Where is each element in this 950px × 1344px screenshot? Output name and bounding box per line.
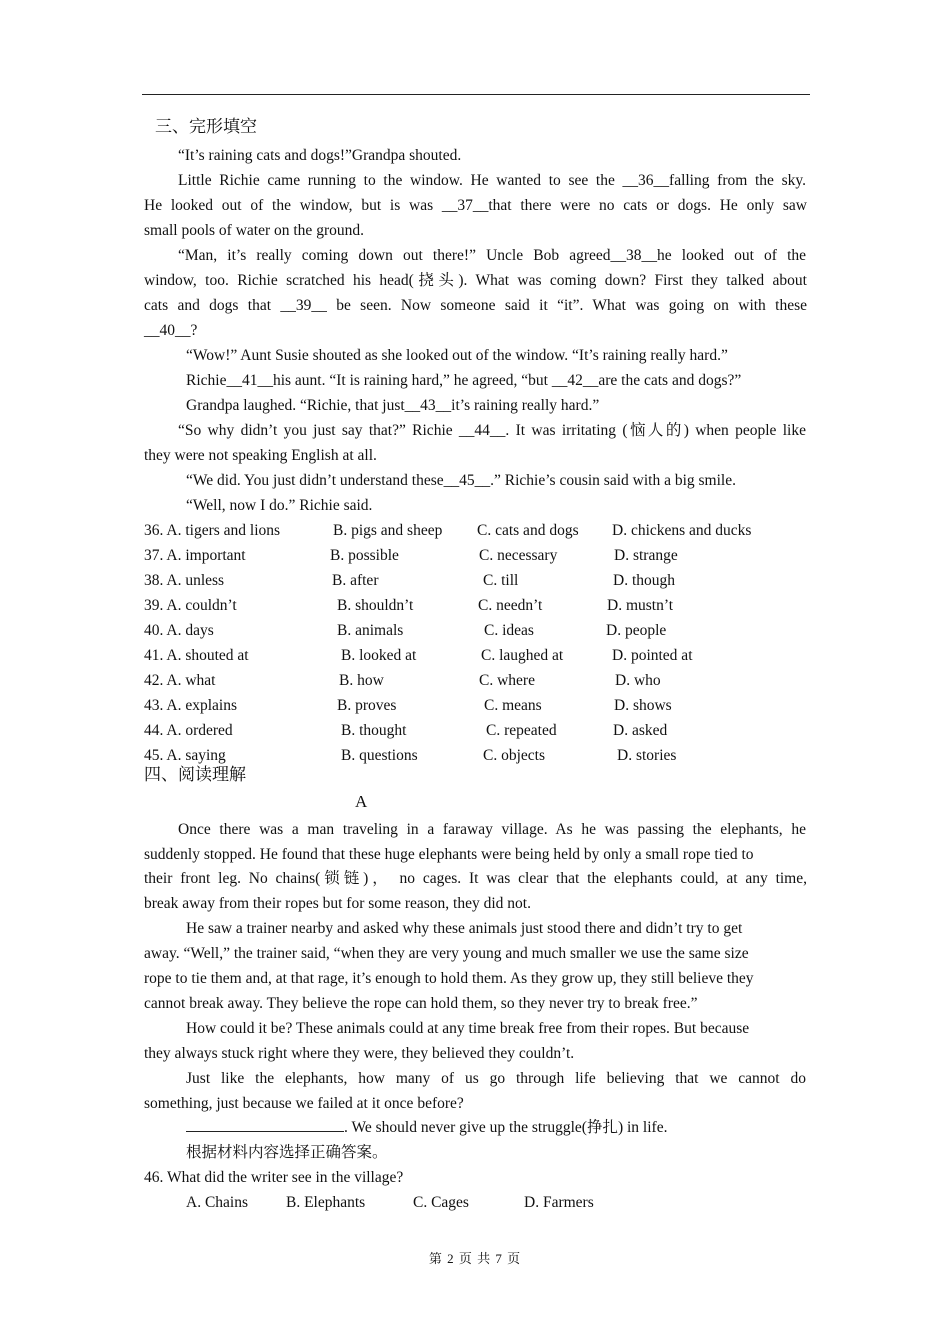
passage-label: A — [355, 792, 368, 811]
option-c: C. repeated — [486, 722, 557, 739]
option-b: B. thought — [341, 722, 407, 739]
option-a: 44. A. ordered — [144, 722, 233, 739]
option-b: B. shouldn’t — [337, 597, 414, 614]
option-d: D. stories — [617, 747, 677, 764]
option-b: B. looked at — [341, 647, 417, 664]
reading-p2-line-4: cannot break away. They believe the rope can hold them, so they never try to break free.” — [144, 995, 698, 1012]
option-b: B. pigs and sheep — [333, 522, 443, 539]
cloze-paragraph-6: Grandpa laughed. “Richie, that just__43__it’s raining really hard.” — [186, 397, 600, 414]
option-b: B. questions — [341, 747, 418, 764]
option-d: D. pointed at — [612, 647, 693, 664]
reading-p5-text: . We should never give up the struggle(挣扎) in life. — [344, 1119, 668, 1136]
question-46-stem: 46. What did the writer see in the village? — [144, 1169, 404, 1186]
cloze-paragraph-2-line-2: He looked out of the window, but is was __37__that there were no cats or dogs. He only saw — [144, 197, 807, 214]
option-b: B. Elephants — [286, 1194, 366, 1211]
reading-p1-line-1: Once there was a man traveling in a faraway village. As he was passing the elephants, he — [178, 821, 806, 838]
option-b: B. possible — [330, 547, 399, 564]
cloze-paragraph-3-line-1: “Man, it’s really coming down out there!” Uncle Bob agreed__38__he looked out of the — [178, 247, 806, 264]
option-a: 43. A. explains — [144, 697, 237, 714]
cloze-paragraph-2-line-1: Little Richie came running to the window. He wanted to see the __36__falling from the sky. — [178, 172, 806, 189]
reading-p1-line-4: break away from their ropes but for some reason, they did not. — [144, 895, 531, 912]
option-c: C. cats and dogs — [477, 522, 579, 539]
option-a: 45. A. saying — [144, 747, 226, 764]
cloze-paragraph-1: “It’s raining cats and dogs!”Grandpa shouted. — [178, 147, 462, 164]
cloze-paragraph-3-line-4: __40__? — [144, 322, 198, 339]
reading-p1-line-3: their front leg. No chains(锁链)， no cages. It was clear that the elephants could, at any time, — [144, 870, 807, 887]
section3-heading: 三、完形填空 — [155, 117, 257, 136]
option-b: B. animals — [337, 622, 404, 639]
option-c: C. necessary — [479, 547, 558, 564]
cloze-paragraph-8: “We did. You just didn’t understand these__45__.” Richie’s cousin said with a big smile. — [186, 472, 736, 489]
option-d: D. shows — [614, 697, 672, 714]
option-c: C. laughed at — [481, 647, 564, 664]
cloze-paragraph-3-line-3: cats and dogs that __39__ be seen. Now someone said it “it”. What was going on with these — [144, 297, 807, 314]
reading-p5 — [186, 1115, 667, 1140]
option-d: D. Farmers — [524, 1194, 594, 1211]
option-c: C. objects — [483, 747, 545, 764]
reading-p2-line-3: rope to tie them and, at that rage, it’s enough to hold them. As they grow up, they still believe they — [144, 970, 754, 987]
page-footer: 第 2 页 共 7 页 — [428, 1251, 522, 1266]
section4-heading: 四、阅读理解 — [144, 765, 246, 784]
reading-p4-line-2: something, just because we failed at it once before? — [144, 1095, 464, 1112]
reading-p3-line-1: How could it be? These animals could at any time break free from their ropes. But because — [186, 1020, 750, 1037]
option-a: A. Chains — [186, 1194, 248, 1211]
option-a: 41. A. shouted at — [144, 647, 249, 664]
option-d: D. though — [613, 572, 675, 589]
option-d: D. strange — [614, 547, 678, 564]
reading-p4-line-1: Just like the elephants, how many of us go through life believing that we cannot do — [186, 1070, 806, 1087]
option-c: C. till — [483, 572, 519, 589]
option-d: D. chickens and ducks — [612, 522, 752, 539]
cloze-paragraph-3-line-2: window, too. Richie scratched his head(挠头). What was coming down? First they talked about — [144, 272, 807, 289]
reading-instruction: 根据材料内容选择正确答案。 — [186, 1144, 388, 1161]
cloze-paragraph-7-line-1: “So why didn’t you just say that?” Richie __44__. It was irritating (恼人的) when people like — [178, 422, 806, 439]
cloze-paragraph-4: “Wow!” Aunt Susie shouted as she looked out of the window. “It’s raining really hard.” — [186, 347, 728, 364]
answer-blank[interactable] — [186, 1117, 344, 1132]
option-d: D. mustn’t — [607, 597, 674, 614]
option-a: 42. A. what — [144, 672, 216, 689]
reading-p1-line-2: suddenly stopped. He found that these huge elephants were being held by only a small rope tied to — [144, 846, 754, 863]
reading-p2-line-2: away. “Well,” the trainer said, “when they are very young and much smaller we use the same size — [144, 945, 749, 962]
option-b: B. proves — [337, 697, 397, 714]
header-rule — [142, 94, 810, 95]
option-b: B. after — [332, 572, 379, 589]
option-c: C. where — [479, 672, 535, 689]
option-c: C. Cages — [413, 1194, 469, 1211]
option-d: D. people — [606, 622, 667, 639]
option-d: D. asked — [613, 722, 668, 739]
option-a: 40. A. days — [144, 622, 214, 639]
reading-p2-line-1: He saw a trainer nearby and asked why these animals just stood there and didn’t try to get — [186, 920, 743, 937]
cloze-paragraph-5: Richie__41__his aunt. “It is raining hard,” he agreed, “but __42__are the cats and dogs?” — [186, 372, 742, 389]
option-b: B. how — [339, 672, 384, 689]
cloze-paragraph-9: “Well, now I do.” Richie said. — [186, 497, 373, 514]
reading-p3-line-2: they always stuck right where they were, they believed they couldn’t. — [144, 1045, 575, 1062]
cloze-paragraph-2-line-3: small pools of water on the ground. — [144, 222, 364, 239]
option-c: C. means — [484, 697, 542, 714]
option-c: C. ideas — [484, 622, 534, 639]
option-a: 37. A. important — [144, 547, 246, 564]
option-a: 38. A. unless — [144, 572, 225, 589]
option-a: 36. A. tigers and lions — [144, 522, 281, 539]
option-a: 39. A. couldn’t — [144, 597, 237, 614]
option-c: C. needn’t — [478, 597, 543, 614]
cloze-paragraph-7-line-2: they were not speaking English at all. — [144, 447, 377, 464]
option-d: D. who — [615, 672, 661, 689]
